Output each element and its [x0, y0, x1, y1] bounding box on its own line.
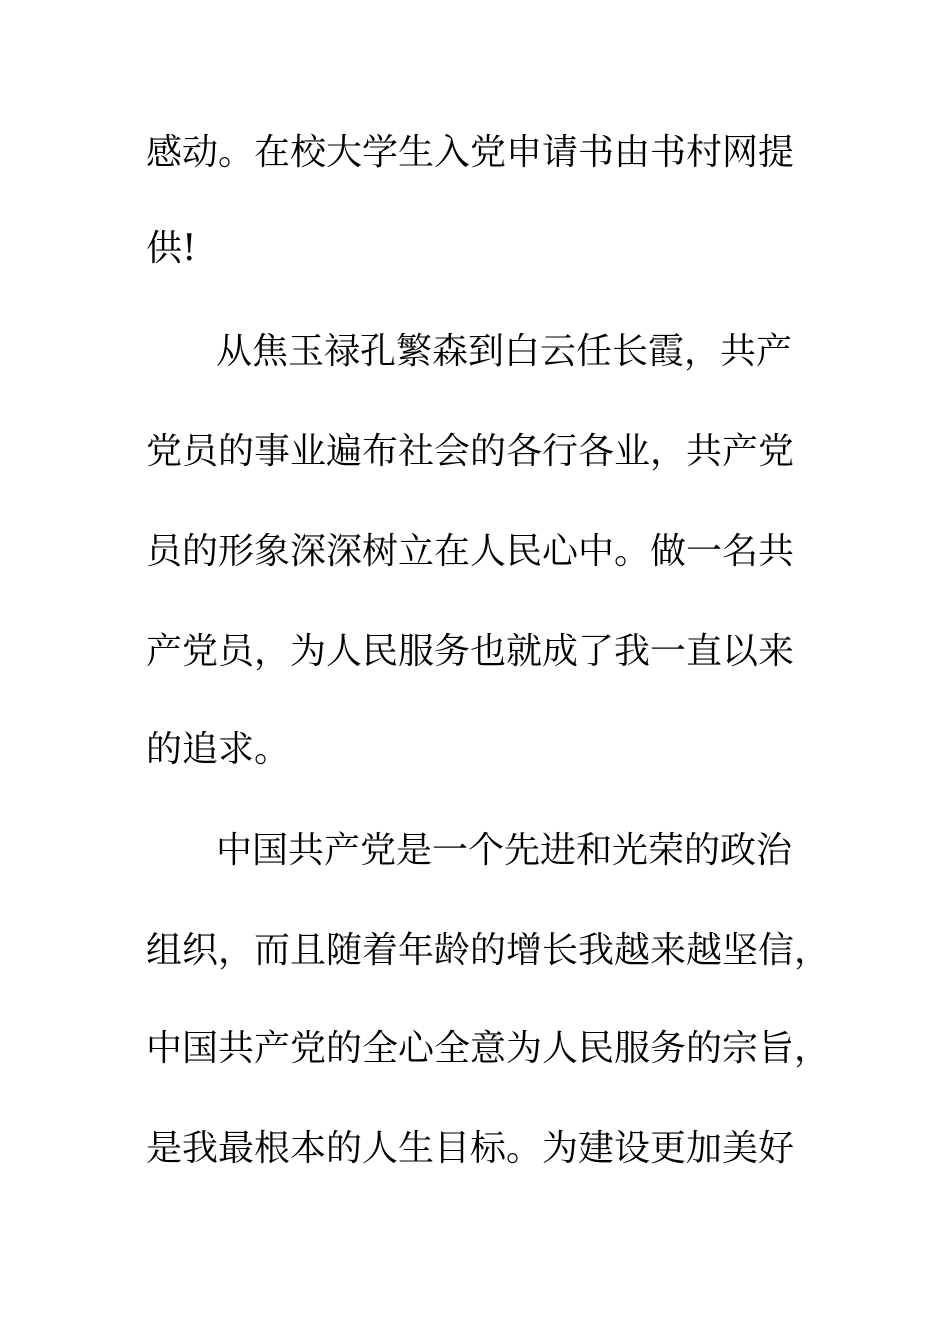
text-line: 员的形象深深树立在人民心中。做一名共 — [146, 531, 795, 572]
text-line: 是我最根本的人生目标。为建设更加美好 — [146, 1128, 795, 1169]
text-line: 党员的事业遍布社会的各行各业，共产党 — [146, 431, 795, 472]
text-line: 中国共产党的全心全意为人民服务的宗旨， — [146, 1028, 831, 1069]
text-line: 组织，而且随着年龄的增长我越来越坚信， — [146, 930, 831, 971]
text-line: 供! — [146, 228, 197, 269]
paragraph-start-line: 中国共产党是一个先进和光荣的政治 — [216, 830, 793, 871]
text-line: 感动。在校大学生入党申请书由书村网提 — [146, 132, 795, 173]
paragraph-start-line: 从焦玉禄孔繁森到白云任长霞，共产 — [216, 331, 793, 372]
text-line: 的追求。 — [146, 729, 291, 770]
text-line: 产党员，为人民服务也就成了我一直以来 — [146, 631, 795, 672]
